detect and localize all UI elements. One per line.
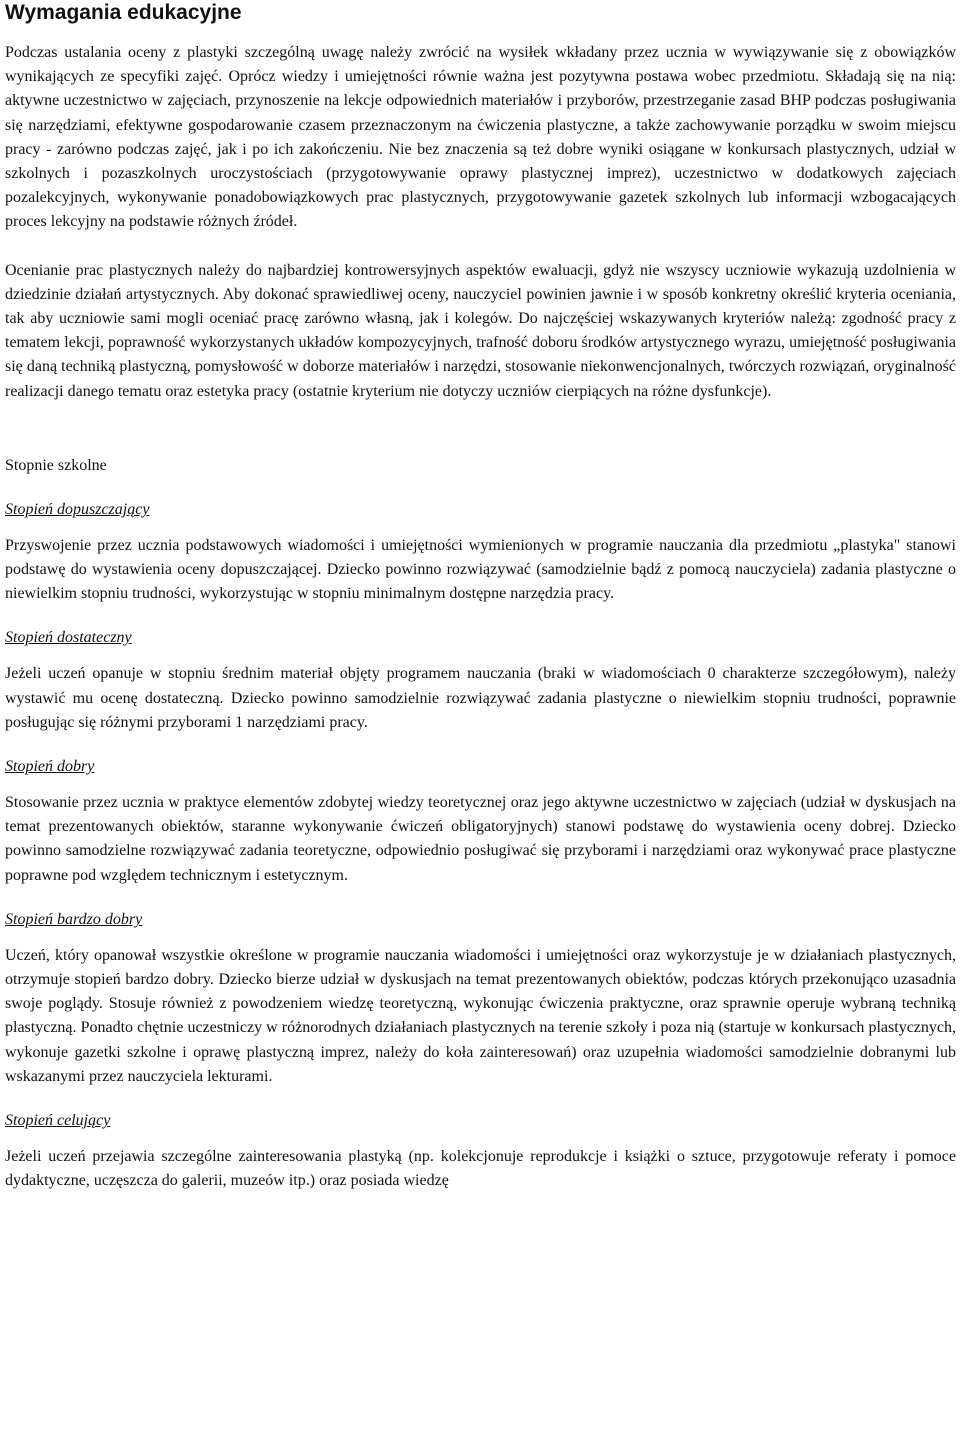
intro-paragraph: Podczas ustalania oceny z plastyki szczególną uwagę należy zwrócić na wysiłek wkładany przez ucznia w wywiązywanie się z obowiązków wynikających ze specyfiki zajęć. Oprócz wiedzy i umiejętności równie ważna jest pozytywna postawa wobec przedmiotu. Składają się na nią: aktywne uczestnictwo w zajęciach, przynoszenie na lekcje odpowiednich materiałów i przyborów, przestrzeganie zasad BHP podczas posługiwania się narzędziami, efektywne gospodarowanie czasem przeznaczonym na ćwiczenia plastyczne, a także zachowywanie porządku w swoim miejscu pracy - zarówno podczas zajęć, jak i po ich zakończeniu. Nie bez znaczenia są też dobre wyniki osiągane w konkursach plastycznych, udział w szkolnych i pozaszkolnych uroczystościach (przygotowywanie oprawy plastycznej imprez), uczestnictwo w dodatkowych zajęciach pozalekcyjnych, wykonywanie ponadobowiązkowych prac plastycznych, przygotowywanie gazetek szkolnych lub informacji wzbogacających proces lekcyjny na podstawie różnych źródeł.	[5, 44, 956, 231]
grade-title-dopuszczajacy: Stopień dopuszczający	[5, 500, 150, 518]
assessment-paragraph: Ocenianie prac plastycznych należy do najbardziej kontrowersyjnych aspektów ewaluacji, gdyż nie wszyscy uczniowie wykazują uzdolnienia w dziedzinie działań artystycznych. Aby dokonać sprawiedliwej oceny, nauczyciel powinien jawnie i w sposób konkretny określić kryteria oceniania, tak aby uczniowie sami mogli oceniać pracę zarówno własną, jak i kolegów. Do najczęściej wskazywanych kryteriów należą: zgodność pracy z tematem lekcji, poprawność wykorzystanych układów kompozycyjnych, trafność doboru środków artystycznego wyrazu, umiejętność posługiwania się daną techniką plastyczną, pomysłowość w doborze materiałów i narzędzi, stosowanie niekonwencjonalnych, twórczych rozwiązań, oryginalność realizacji danego tematu oraz estetyka pracy (ostatnie kryterium nie dotyczy uczniów cierpiących na różne dysfunkcje).	[5, 261, 956, 400]
grade-text-celujacy: Jeżeli uczeń przejawia szczególne zainteresowania plastyką (np. kolekcjonuje reprodukcje i książki o sztuce, przygotowuje referaty i pomoce dydaktyczne, uczęszcza do galerii, muzeów itp.) oraz posiada wiedzę	[5, 1148, 956, 1190]
grade-title-dostateczny: Stopień dostateczny	[5, 629, 132, 647]
section-title: Stopnie szkolne	[5, 456, 107, 474]
grade-text-dopuszczajacy: Przyswojenie przez ucznia podstawowych wiadomości i umiejętności wymienionych w programie nauczania dla przedmiotu „plastyka" stanowi podstawę do wystawienia oceny dopuszczającej. Dziecko powinno rozwiązywać (samodzielnie bądź z pomocą nauczyciela) zadania plastyczne o niewielkim stopniu trudności, wykorzystując w stopniu minimalnym dostępne narzędzia pracy.	[5, 536, 956, 603]
grade-text-bardzo-dobry: Uczeń, który opanował wszystkie określone w programie nauczania wiadomości i umiejętności oraz wykorzystuje je w działaniach plastycznych, otrzymuje stopień bardzo dobry. Dziecko bierze udział w dyskusjach na temat prezentowanych obiektów, podczas których przekonująco uzasadnia swoje poglądy. Stosuje również z powodzeniem wiedzę teoretyczną, wykonując ćwiczenia praktyczne, oraz sprawnie operuje wybraną techniką plastyczną. Ponadto chętnie uczestniczy w różnorodnych działaniach plastycznych na terenie szkoły i poza nią (startuje w konkursach plastycznych, wykonuje gazetki szkolne i oprawę plastyczną imprez, należy do koła zainteresowań) oraz uzupełnia wiadomości samodzielnie dobranymi lub wskazanymi przez nauczyciela lekturami.	[5, 946, 956, 1085]
grade-title-dobry: Stopień dobry	[5, 758, 95, 776]
document-title: Wymagania edukacyjne	[5, 1, 242, 24]
grade-text-dobry: Stosowanie przez ucznia w praktyce elementów zdobytej wiedzy teoretycznej oraz jego aktywne uczestnictwo w zajęciach (udział w dyskusjach na temat prezentowanych obiektów, staranne wykonywanie ćwiczeń obligatoryjnych) stanowi podstawę do wystawienia oceny dobrej. Dziecko powinno samodzielne rozwiązywać zadania teoretyczne, odpowiednio posługiwać się przyborami i narzędziami oraz wykonywać prace plastyczne poprawne pod względem technicznym i estetycznym.	[5, 794, 956, 884]
grade-text-dostateczny: Jeżeli uczeń opanuje w stopniu średnim materiał objęty programem nauczania (braki w wiadomościach 0 charakterze szczegółowym), należy wystawić mu ocenę dostateczną. Dziecko powinno samodzielnie rozwiązywać zadania plastyczne o niewielkim stopniu trudności, poprawnie posługując się różnymi przyborami 1 narzędziami pracy.	[5, 665, 956, 731]
grade-title-celujacy: Stopień celujący	[5, 1112, 111, 1130]
grade-title-bardzo-dobry: Stopień bardzo dobry	[5, 910, 143, 928]
